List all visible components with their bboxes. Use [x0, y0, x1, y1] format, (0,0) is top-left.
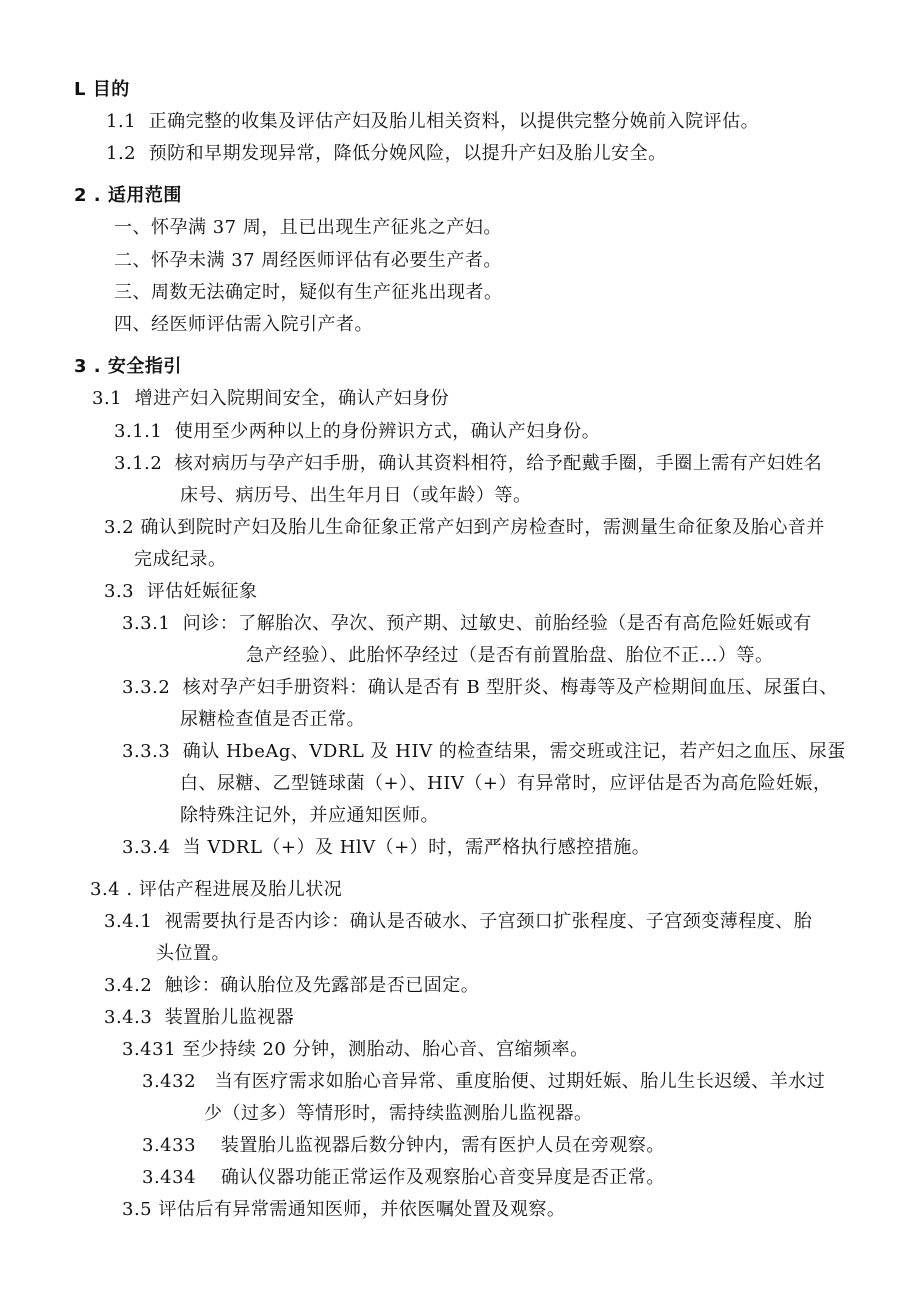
item-3-4: 3.4 . 评估产程进展及胎儿状况 [90, 879, 343, 900]
item-3-3-3-text: 确认 HbeAg、VDRL 及 HIV 的检查结果，需交班或注记，若产妇之血压、尿蛋 [182, 741, 846, 762]
item-3-3-4 [122, 836, 650, 860]
item-3-1 [92, 387, 449, 411]
item-3-5: 3.5 评估后有异常需通知医师，并依医嘱处置及观察。 [122, 1199, 566, 1220]
item-3-3-2-number: 3.3.2 [122, 677, 171, 698]
item-3-3-1-number: 3.3.1 [122, 613, 171, 634]
item-3-1-number: 3.1 [92, 388, 123, 409]
item-3-4-3-4-text: 确认仪器功能正常运作及观察胎心音变异度是否正常。 [220, 1167, 665, 1188]
item-1-2-text: 预防和早期发现异常，降低分娩风险，以提升产妇及胎儿安全。 [148, 143, 667, 164]
item-3-2-continuation: 完成纪录。 [134, 549, 227, 570]
item-1-2 [106, 142, 667, 166]
item-3-1-1 [114, 420, 600, 444]
item-3-4-2-number: 3.4.2 [104, 975, 153, 996]
item-3-4-3-3-number: 3.433 [142, 1135, 197, 1156]
item-3-1-2-text: 核对病历与孕产妇手册，确认其资料相符，给予配戴手圈，手圈上需有产妇姓名 [174, 453, 823, 474]
item-3-3-3 [122, 740, 846, 764]
item-3-3-3-continuation-1: 白、尿糖、乙型链球菌（+）、HIV（+）有异常时，应评估是否为高危险妊娠， [180, 773, 832, 794]
item-3-3-1 [122, 612, 812, 636]
item-3-1-1-text: 使用至少两种以上的身份辨识方式，确认产妇身份。 [174, 421, 601, 442]
item-3-3-text: 评估妊娠征象 [146, 581, 258, 602]
item-3-4-3-2-text: 当有医疗需求如胎心音异常、重度胎便、过期妊娠、胎儿生长迟缓、羊水过 [214, 1071, 826, 1092]
item-3-3-2-continuation: 尿糖检查值是否正常。 [180, 709, 365, 730]
item-3-4-2 [104, 974, 479, 998]
item-3-4-3-3-text: 装置胎儿监视器后数分钟内，需有医护人员在旁观察。 [220, 1135, 665, 1156]
item-3-4-3-2 [142, 1070, 825, 1094]
item-3-3-4-text: 当 VDRL（+）及 HlV（+）时，需严格执行感控措施。 [182, 837, 651, 858]
item-3-3 [104, 580, 258, 604]
item-1-1-text: 正确完整的收集及评估产妇及胎儿相关资料，以提供完整分娩前入院评估。 [148, 111, 760, 132]
item-3-4-3-4 [142, 1166, 665, 1190]
item-1-2-number: 1.2 [106, 143, 137, 164]
item-3-4-1 [104, 910, 812, 934]
section-1-heading: L 目的 [74, 79, 130, 100]
scope-item-2: 二、怀孕未满 37 周经医师评估有必要生产者。 [114, 250, 502, 271]
item-3-4-3-1: 3.431 至少持续 20 分钟，测胎动、胎心音、宫缩频率。 [122, 1039, 589, 1060]
item-3-1-text: 增进产妇入院期间安全，确认产妇身份 [134, 388, 450, 409]
item-3-4-3 [104, 1006, 294, 1030]
item-3-4-3-text: 装置胎儿监视器 [164, 1007, 295, 1028]
scope-item-4: 四、经医师评估需入院引产者。 [114, 314, 373, 335]
item-1-1 [106, 110, 759, 134]
item-3-4-3-4-number: 3.434 [142, 1167, 197, 1188]
section-2-heading: 2 . 适用范围 [74, 185, 182, 206]
item-3-3-3-number: 3.3.3 [122, 741, 171, 762]
item-3-4-1-continuation: 头位置。 [156, 943, 230, 964]
item-3-3-2 [122, 676, 838, 700]
item-3-3-2-text: 核对孕产妇手册资料：确认是否有 B 型肝炎、梅毒等及产检期间血压、尿蛋白、 [182, 677, 838, 698]
item-3-4-1-number: 3.4.1 [104, 911, 153, 932]
item-3-2: 3.2 确认到院时产妇及胎儿生命征象正常产妇到产房检查时，需测量生命征象及胎心音并 [104, 517, 825, 538]
item-3-1-2 [114, 452, 822, 476]
item-3-4-1-text: 视需要执行是否内诊：确认是否破水、子宫颈口扩张程度、子宫颈变薄程度、胎 [164, 911, 813, 932]
item-3-3-number: 3.3 [104, 581, 135, 602]
item-3-4-3-3 [142, 1134, 665, 1158]
item-3-4-2-text: 触诊：确认胎位及先露部是否已固定。 [164, 975, 480, 996]
scope-item-3: 三、周数无法确定时，疑似有生产征兆出现者。 [114, 282, 503, 303]
item-3-3-3-continuation-2: 除特殊注记外，并应通知医师。 [180, 805, 439, 826]
scope-item-1: 一、怀孕满 37 周，且已出现生产征兆之产妇。 [114, 217, 502, 238]
item-3-3-4-number: 3.3.4 [122, 837, 171, 858]
section-3-heading: 3 . 安全指引 [74, 356, 182, 377]
item-3-4-3-2-continuation: 少（过多）等情形时，需持续监测胎儿监视器。 [204, 1103, 593, 1124]
item-3-1-1-number: 3.1.1 [114, 421, 163, 442]
item-3-3-1-text: 问诊：了解胎次、孕次、预产期、过敏史、前胎经验（是否有高危险妊娠或有 [182, 613, 812, 634]
item-3-4-3-2-number: 3.432 [142, 1071, 197, 1092]
item-3-1-2-number: 3.1.2 [114, 453, 163, 474]
item-3-3-1-continuation: 急产经验）、此胎怀孕经过（是否有前置胎盘、胎位不正…）等。 [246, 645, 774, 666]
item-1-1-number: 1.1 [106, 111, 137, 132]
item-3-1-2-continuation: 床号、病历号、出生年月日（或年龄）等。 [180, 485, 532, 506]
item-3-4-3-number: 3.4.3 [104, 1007, 153, 1028]
